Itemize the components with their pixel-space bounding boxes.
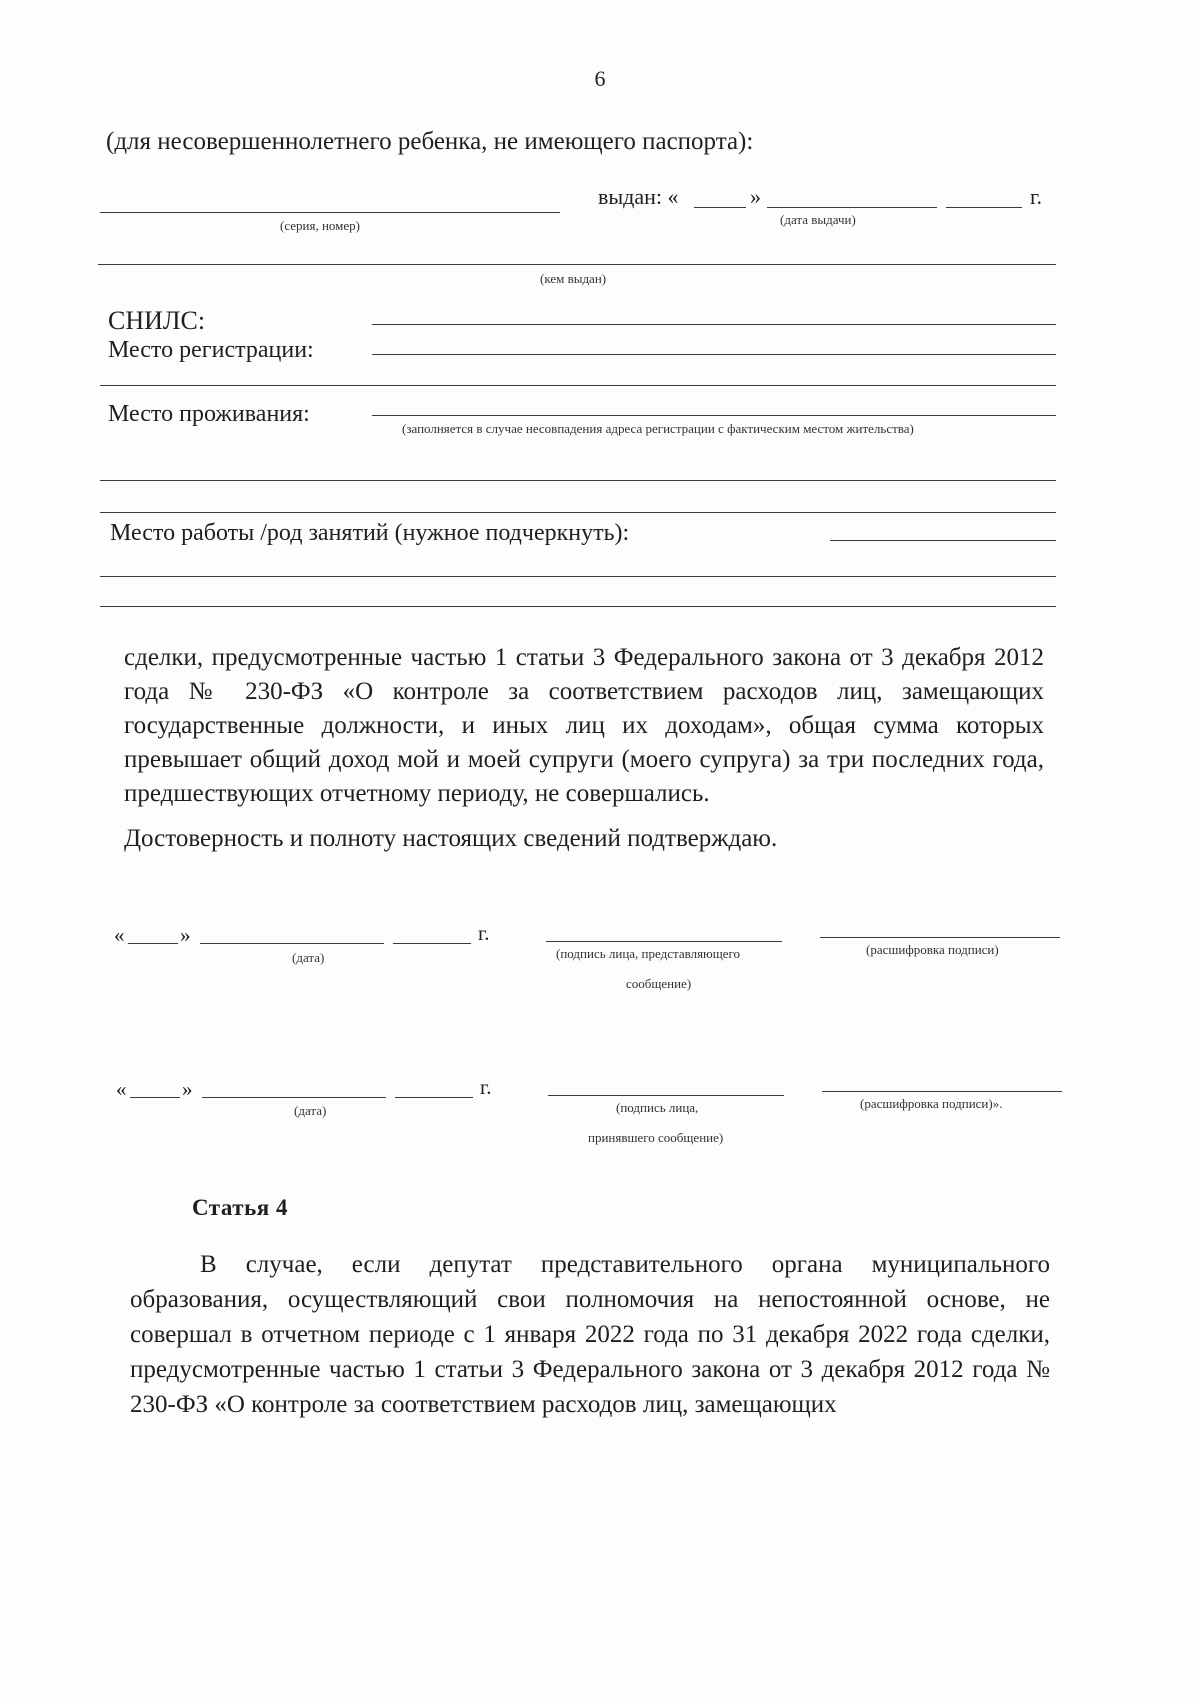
minor-child-header: (для несовершеннолетнего ребенка, не имеющего паспорта): [106,128,754,155]
issued-month-line[interactable] [767,207,937,208]
work-line-3[interactable] [100,606,1056,607]
issued-year-line[interactable] [946,207,1022,208]
sig2-signature-caption-1: (подпись лица, [616,1100,699,1115]
snils-line[interactable] [372,324,1056,325]
sig1-decoding-line[interactable] [820,937,1060,938]
sig2-signature-caption-2: принявшего сообщение) [588,1130,724,1145]
sig2-day-line[interactable] [130,1097,180,1098]
sig2-decoding-caption: (расшифровка подписи)». [860,1096,1003,1111]
sig2-month-line[interactable] [202,1097,386,1098]
sig1-signature-caption-2: сообщение) [626,976,692,991]
sig2-close-quote: » [182,1077,193,1101]
issued-quote-close: » [750,184,761,209]
sig2-signature-line[interactable] [548,1095,784,1096]
issued-day-line[interactable] [694,207,746,208]
confirmation-text: Достоверность и полноту настоящих сведений подтверждаю. [124,825,778,852]
issued-year-suffix: г. [1030,184,1043,209]
article-heading: Статья 4 [192,1195,288,1220]
sig1-year-line[interactable] [393,943,471,944]
sig1-open-quote: « [114,923,125,947]
sig1-signature-line[interactable] [546,941,782,942]
residence-line[interactable] [372,415,1056,416]
sig1-signature-caption-1: (подпись лица, представляющего [556,946,741,961]
sig2-year-line[interactable] [395,1097,473,1098]
residence-label: Место проживания: [108,401,310,427]
issued-prefix: выдан: « [598,184,679,209]
sig2-decoding-line[interactable] [822,1091,1062,1092]
snils-label: СНИЛС: [108,306,206,335]
residence-caption: (заполняется в случае несовпадения адреса регистрации с фактическим местом жительства) [402,421,914,436]
article-paragraph: В случае, если депутат представительного органа муниципального образования, осуществляющий свои полномочия на непостоянной основе, не совершал в отчетном периоде с 1 января 2022 года по 31 декабря 2022 года сделки, предусмотренные частью 1 статьи 3 Федерального закона от 3 декабря 2012 года № 230-ФЗ «О контроле за соответствием расходов лиц, замещающих [130,1251,1050,1418]
declaration-paragraph: сделки, предусмотренные частью 1 статьи 3 Федерального закона от 3 декабря 2012 года № 230-ФЗ «О контроле за соответствием расходов лиц, замещающих государственные должности, и иных лиц их доходам», общая сумма которых превышает общий доход мой и моей супруги (моего супруга) за три последних года, предшествующих отчетному периоду, не совершались. [124,644,1044,807]
series-caption: (серия, номер) [280,218,360,233]
page-number: 6 [594,66,606,91]
work-label: Место работы /род занятий (нужное подчеркнуть): [110,520,630,546]
sig2-open-quote: « [116,1077,127,1101]
series-number-line[interactable] [100,212,560,213]
work-line[interactable] [830,540,1056,541]
issuer-line[interactable] [98,264,1056,265]
sig1-day-line[interactable] [128,943,178,944]
registration-line-2[interactable] [100,385,1056,386]
registration-line[interactable] [372,354,1056,355]
date-issue-caption: (дата выдачи) [780,212,856,227]
issuer-caption: (кем выдан) [540,271,607,286]
sig1-decoding-caption: (расшифровка подписи) [866,942,999,957]
residence-line-3[interactable] [100,512,1056,513]
sig1-date-caption: (дата) [292,950,325,965]
sig2-year-suffix: г. [480,1075,492,1099]
sig1-year-suffix: г. [478,921,490,945]
registration-label: Место регистрации: [108,337,314,363]
sig1-close-quote: » [180,923,191,947]
residence-line-2[interactable] [100,480,1056,481]
work-line-2[interactable] [100,576,1056,577]
sig2-date-caption: (дата) [294,1103,327,1118]
sig1-month-line[interactable] [200,943,384,944]
